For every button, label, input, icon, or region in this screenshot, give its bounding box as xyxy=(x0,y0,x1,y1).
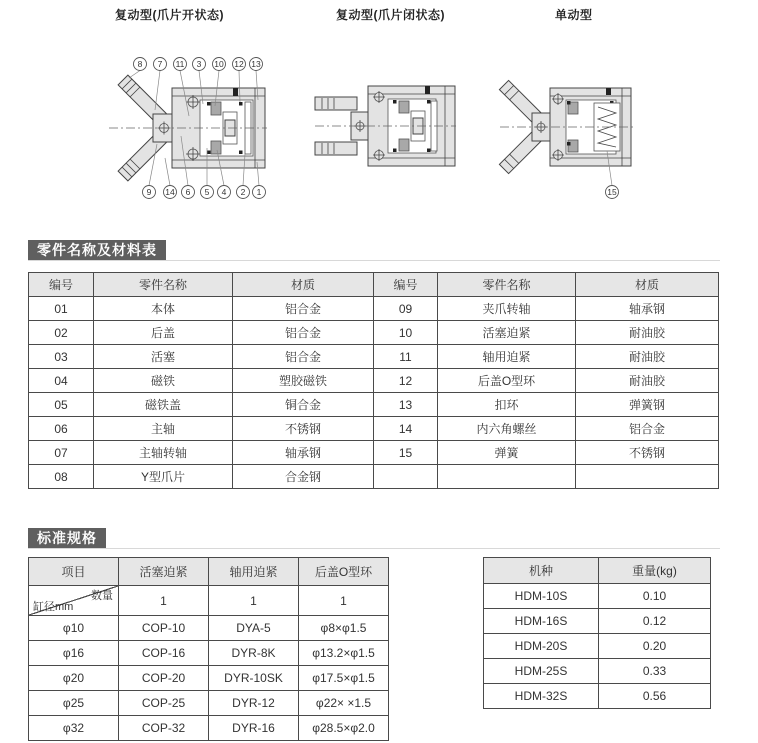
table-cell: 磁铁盖 xyxy=(94,393,233,417)
table-row xyxy=(484,684,711,709)
table-cell: DYR-8K xyxy=(209,641,299,666)
table-cell: φ22× ×1.5 xyxy=(299,691,389,716)
svg-text:10: 10 xyxy=(214,59,224,69)
table-cell: COP-10 xyxy=(119,616,209,641)
column-header: 零件名称 xyxy=(94,273,233,297)
table-cell: DYA-5 xyxy=(209,616,299,641)
table-cell xyxy=(438,465,576,489)
callout-7 xyxy=(154,58,167,71)
table-cell: 11 xyxy=(374,345,438,369)
table-cell: 夹爪转轴 xyxy=(438,297,576,321)
svg-text:4: 4 xyxy=(221,187,227,197)
table-row xyxy=(29,616,389,641)
column-header: 编号 xyxy=(29,273,94,297)
table-cell: 08 xyxy=(29,465,94,489)
svg-text:8: 8 xyxy=(137,59,143,69)
section-title-standard-specs: 标准规格 xyxy=(28,528,106,548)
diagonal-label-quantity: 数量 xyxy=(91,590,113,602)
table-cell: 02 xyxy=(29,321,94,345)
column-header: 编号 xyxy=(374,273,438,297)
table-cell: Y型爪片 xyxy=(94,465,233,489)
column-header: 零件名称 xyxy=(438,273,576,297)
table-cell: 1 xyxy=(119,586,209,616)
table-row xyxy=(29,716,389,741)
callout-6 xyxy=(182,186,195,199)
callout-4 xyxy=(218,186,231,199)
callout-15 xyxy=(606,186,619,199)
double-acting-closed-diagram xyxy=(313,83,458,173)
table-cell: 07 xyxy=(29,441,94,465)
table-cell: 活塞迫紧 xyxy=(438,321,576,345)
callout-11 xyxy=(174,58,187,71)
table-cell: COP-16 xyxy=(119,641,209,666)
callout-1 xyxy=(253,186,266,199)
callout-8 xyxy=(134,58,147,71)
table-cell: φ25 xyxy=(29,691,119,716)
table-cell: φ13.2×φ1.5 xyxy=(299,641,389,666)
table-cell: 弹簧 xyxy=(438,441,576,465)
table-cell: COP-25 xyxy=(119,691,209,716)
table-row xyxy=(29,345,719,369)
column-header: 后盖O型环 xyxy=(299,558,389,586)
callout-2 xyxy=(237,186,250,199)
table-cell: 扣环 xyxy=(438,393,576,417)
table-cell: 铝合金 xyxy=(233,321,374,345)
table-cell: 轴承钢 xyxy=(233,441,374,465)
table-cell: 05 xyxy=(29,393,94,417)
diagram-title-double-acting-open: 复动型(爪片开状态) xyxy=(115,8,224,22)
table-cell: 后盖O型环 xyxy=(438,369,576,393)
column-header: 项目 xyxy=(29,558,119,586)
table-cell: 13 xyxy=(374,393,438,417)
table-cell: 0.12 xyxy=(599,609,711,634)
table-cell: 15 xyxy=(374,441,438,465)
table-cell: 铝合金 xyxy=(576,417,719,441)
table-cell: 0.56 xyxy=(599,684,711,709)
column-header: 材质 xyxy=(233,273,374,297)
diagonal-label-bore: 缸径mm xyxy=(33,601,74,613)
table-row xyxy=(29,641,389,666)
column-header: 活塞迫紧 xyxy=(119,558,209,586)
table-row xyxy=(29,393,719,417)
table-cell: 0.20 xyxy=(599,634,711,659)
model-weight-table xyxy=(483,557,711,709)
table-cell: HDM-20S xyxy=(484,634,599,659)
diagonal-header-cell xyxy=(29,586,119,616)
table-row xyxy=(29,691,389,716)
table-cell xyxy=(576,465,719,489)
table-cell: HDM-25S xyxy=(484,659,599,684)
svg-text:1: 1 xyxy=(256,187,262,197)
table-cell: 磁铁 xyxy=(94,369,233,393)
svg-text:2: 2 xyxy=(240,187,246,197)
svg-text:13: 13 xyxy=(251,59,261,69)
column-header: 机种 xyxy=(484,558,599,584)
table-cell: φ20 xyxy=(29,666,119,691)
table-cell: 耐油胶 xyxy=(576,369,719,393)
table-cell: HDM-16S xyxy=(484,609,599,634)
table-row xyxy=(29,441,719,465)
svg-text:11: 11 xyxy=(175,59,185,69)
svg-text:3: 3 xyxy=(196,59,202,69)
svg-text:12: 12 xyxy=(234,59,244,69)
callout-5 xyxy=(201,186,214,199)
diagram-title-single-acting: 单动型 xyxy=(555,8,593,22)
svg-text:15: 15 xyxy=(607,187,617,197)
diagonal-divider xyxy=(29,586,118,615)
table-cell: 耐油胶 xyxy=(576,321,719,345)
specs-table-header-row xyxy=(29,558,389,586)
table-cell: 主轴转轴 xyxy=(94,441,233,465)
table-row xyxy=(29,369,719,393)
table-cell: 14 xyxy=(374,417,438,441)
table-cell: 1 xyxy=(299,586,389,616)
table-cell: COP-20 xyxy=(119,666,209,691)
svg-text:14: 14 xyxy=(165,187,175,197)
table-row xyxy=(29,297,719,321)
table-cell: φ17.5×φ1.5 xyxy=(299,666,389,691)
table-cell xyxy=(374,465,438,489)
table-cell: 0.33 xyxy=(599,659,711,684)
table-cell: φ16 xyxy=(29,641,119,666)
table-cell: 弹簧钢 xyxy=(576,393,719,417)
table-cell: 12 xyxy=(374,369,438,393)
table-cell: 合金钢 xyxy=(233,465,374,489)
table-cell: 铝合金 xyxy=(233,297,374,321)
table-cell: 后盖 xyxy=(94,321,233,345)
table-row xyxy=(484,584,711,609)
parts-material-table xyxy=(28,272,719,489)
section-rule xyxy=(28,260,720,261)
callout-13 xyxy=(250,58,263,71)
table-cell: 铜合金 xyxy=(233,393,374,417)
weight-table-header-row xyxy=(484,558,711,584)
column-header: 轴用迫紧 xyxy=(209,558,299,586)
table-row xyxy=(29,666,389,691)
table-cell: 不锈钢 xyxy=(233,417,374,441)
svg-text:6: 6 xyxy=(185,187,191,197)
column-header: 重量(kg) xyxy=(599,558,711,584)
table-cell: 塑胶磁铁 xyxy=(233,369,374,393)
table-cell: 耐油胶 xyxy=(576,345,719,369)
svg-text:5: 5 xyxy=(204,187,210,197)
table-cell: φ8×φ1.5 xyxy=(299,616,389,641)
table-cell: 本体 xyxy=(94,297,233,321)
table-cell: COP-32 xyxy=(119,716,209,741)
table-row xyxy=(29,465,719,489)
table-row xyxy=(484,659,711,684)
callout-9 xyxy=(143,186,156,199)
table-cell: φ28.5×φ2.0 xyxy=(299,716,389,741)
table-cell: φ10 xyxy=(29,616,119,641)
table-cell: 轴用迫紧 xyxy=(438,345,576,369)
table-cell: 活塞 xyxy=(94,345,233,369)
diagram-title-double-acting-closed: 复动型(爪片闭状态) xyxy=(336,8,445,22)
table-cell: 不锈钢 xyxy=(576,441,719,465)
table-row xyxy=(484,609,711,634)
double-acting-open-diagram xyxy=(105,50,270,205)
table-cell: 主轴 xyxy=(94,417,233,441)
callout-12 xyxy=(233,58,246,71)
column-header: 材质 xyxy=(576,273,719,297)
table-cell: 06 xyxy=(29,417,94,441)
callout-10 xyxy=(213,58,226,71)
standard-specs-table xyxy=(28,557,389,741)
section-rule xyxy=(28,548,720,549)
table-row xyxy=(29,417,719,441)
quantity-row xyxy=(29,586,389,616)
table-cell: DYR-10SK xyxy=(209,666,299,691)
table-cell: DYR-12 xyxy=(209,691,299,716)
table-cell: 1 xyxy=(209,586,299,616)
table-cell: 0.10 xyxy=(599,584,711,609)
table-cell: HDM-10S xyxy=(484,584,599,609)
table-cell: 04 xyxy=(29,369,94,393)
table-row xyxy=(484,634,711,659)
callout-3 xyxy=(193,58,206,71)
callout-14 xyxy=(164,186,177,199)
table-cell: 01 xyxy=(29,297,94,321)
table-cell: 内六角螺丝 xyxy=(438,417,576,441)
parts-table-header-row xyxy=(29,273,719,297)
table-cell: 09 xyxy=(374,297,438,321)
table-cell: 轴承钢 xyxy=(576,297,719,321)
table-cell: 03 xyxy=(29,345,94,369)
table-cell: 铝合金 xyxy=(233,345,374,369)
table-row xyxy=(29,321,719,345)
svg-text:9: 9 xyxy=(146,187,152,197)
single-acting-diagram xyxy=(498,73,638,203)
table-cell: φ32 xyxy=(29,716,119,741)
svg-text:7: 7 xyxy=(157,59,163,69)
section-title-parts-materials: 零件名称及材料表 xyxy=(28,240,166,260)
table-cell: DYR-16 xyxy=(209,716,299,741)
table-cell: HDM-32S xyxy=(484,684,599,709)
table-cell: 10 xyxy=(374,321,438,345)
